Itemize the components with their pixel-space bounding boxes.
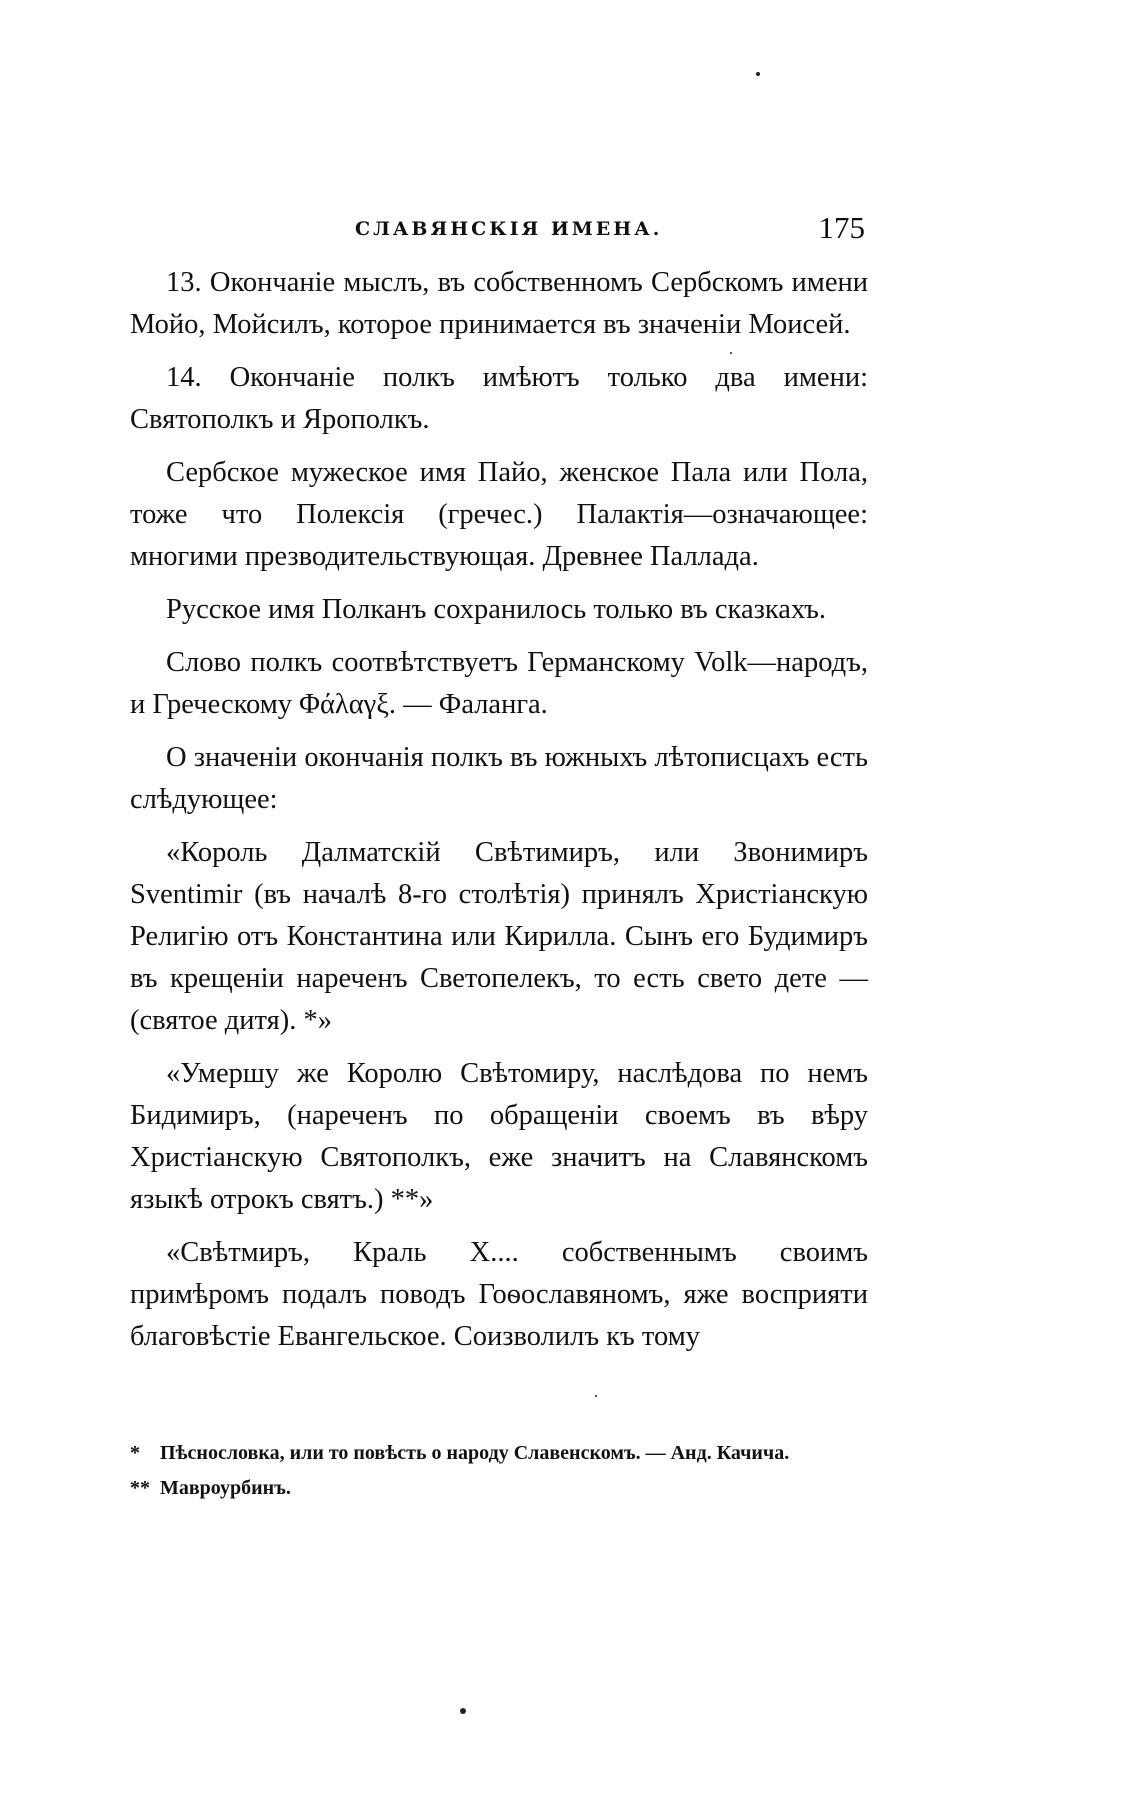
footnote-marker: *: [130, 1442, 140, 1464]
footnote-text: Пѣснословка, или то повѣсть о народу Славенскомъ. — Анд. Качича.: [160, 1442, 790, 1464]
main-text: [130, 262, 868, 1358]
paragraph-14-polk: 14. Окончаніе полкъ имѣютъ только два имени: Святополкъ и Ярополкъ.: [130, 362, 868, 435]
print-speck: [460, 1708, 466, 1714]
print-speck: [756, 72, 760, 76]
print-speck: [730, 352, 732, 354]
paragraph-chroniclers: О значеніи окончанія полкъ въ южныхъ лѣтописцахъ есть слѣдующее:: [130, 742, 868, 815]
paragraph-13-mysl: 13. Окончаніе мыслъ, въ собственномъ Сербскомъ имени Мойо, Мойсилъ, которое принимается въ значеніи Моисей.: [130, 267, 868, 340]
quote-bidimir: «Умершу же Королю Свѣтомиру, наслѣдова по немъ Бидимиръ, (нареченъ по обращеніи своемъ въ вѣру Христіанскую Святополкъ, еже значитъ на Славянскомъ языкѣ отрокъ святъ.) **»: [130, 1058, 868, 1215]
quote-svetimir: «Король Далматскій Свѣтимиръ, или Звонимиръ Sventimir (въ началѣ 8-го столѣтія) принялъ Христіанскую Религію отъ Константина или Кирилла. Сынъ его Будимиръ въ крещеніи нареченъ Светопелекъ, то есть свето дете — (святое дитя). *»: [130, 837, 868, 1036]
page-header: [155, 210, 865, 250]
paragraph-polkan: Русское имя Полканъ сохранилось только въ сказкахъ.: [166, 594, 826, 625]
paragraph-volk: Слово полкъ соотвѣтствуетъ Германскому Volk—народъ, и Греческому Φάλαγξ. — Фаланга.: [130, 647, 868, 720]
running-head: СЛАВЯНСКІЯ ИМЕНА.: [355, 218, 663, 240]
footnote-marker: **: [130, 1477, 150, 1499]
footnote-text: Мавроурбинъ.: [160, 1477, 291, 1499]
quote-svetmir: «Свѣтмиръ, Краль X.... собственнымъ своимъ примѣромъ подалъ поводъ Гоѳославяномъ, яже восприяти благовѣстіе Евангельское. Соизволилъ къ тому: [130, 1237, 868, 1352]
page-number: 175: [818, 210, 865, 245]
footnotes: [130, 1436, 868, 1506]
paragraph-pajo: Сербское мужеское имя Пайо, женское Пала или Пола, тоже что Полексія (гречес.) Палактія—означающее: многими презводительствующая. Древнее Паллада.: [130, 457, 868, 572]
footnote-2: [130, 1471, 868, 1506]
footnote-1: [130, 1436, 868, 1471]
print-speck: [595, 1395, 597, 1397]
